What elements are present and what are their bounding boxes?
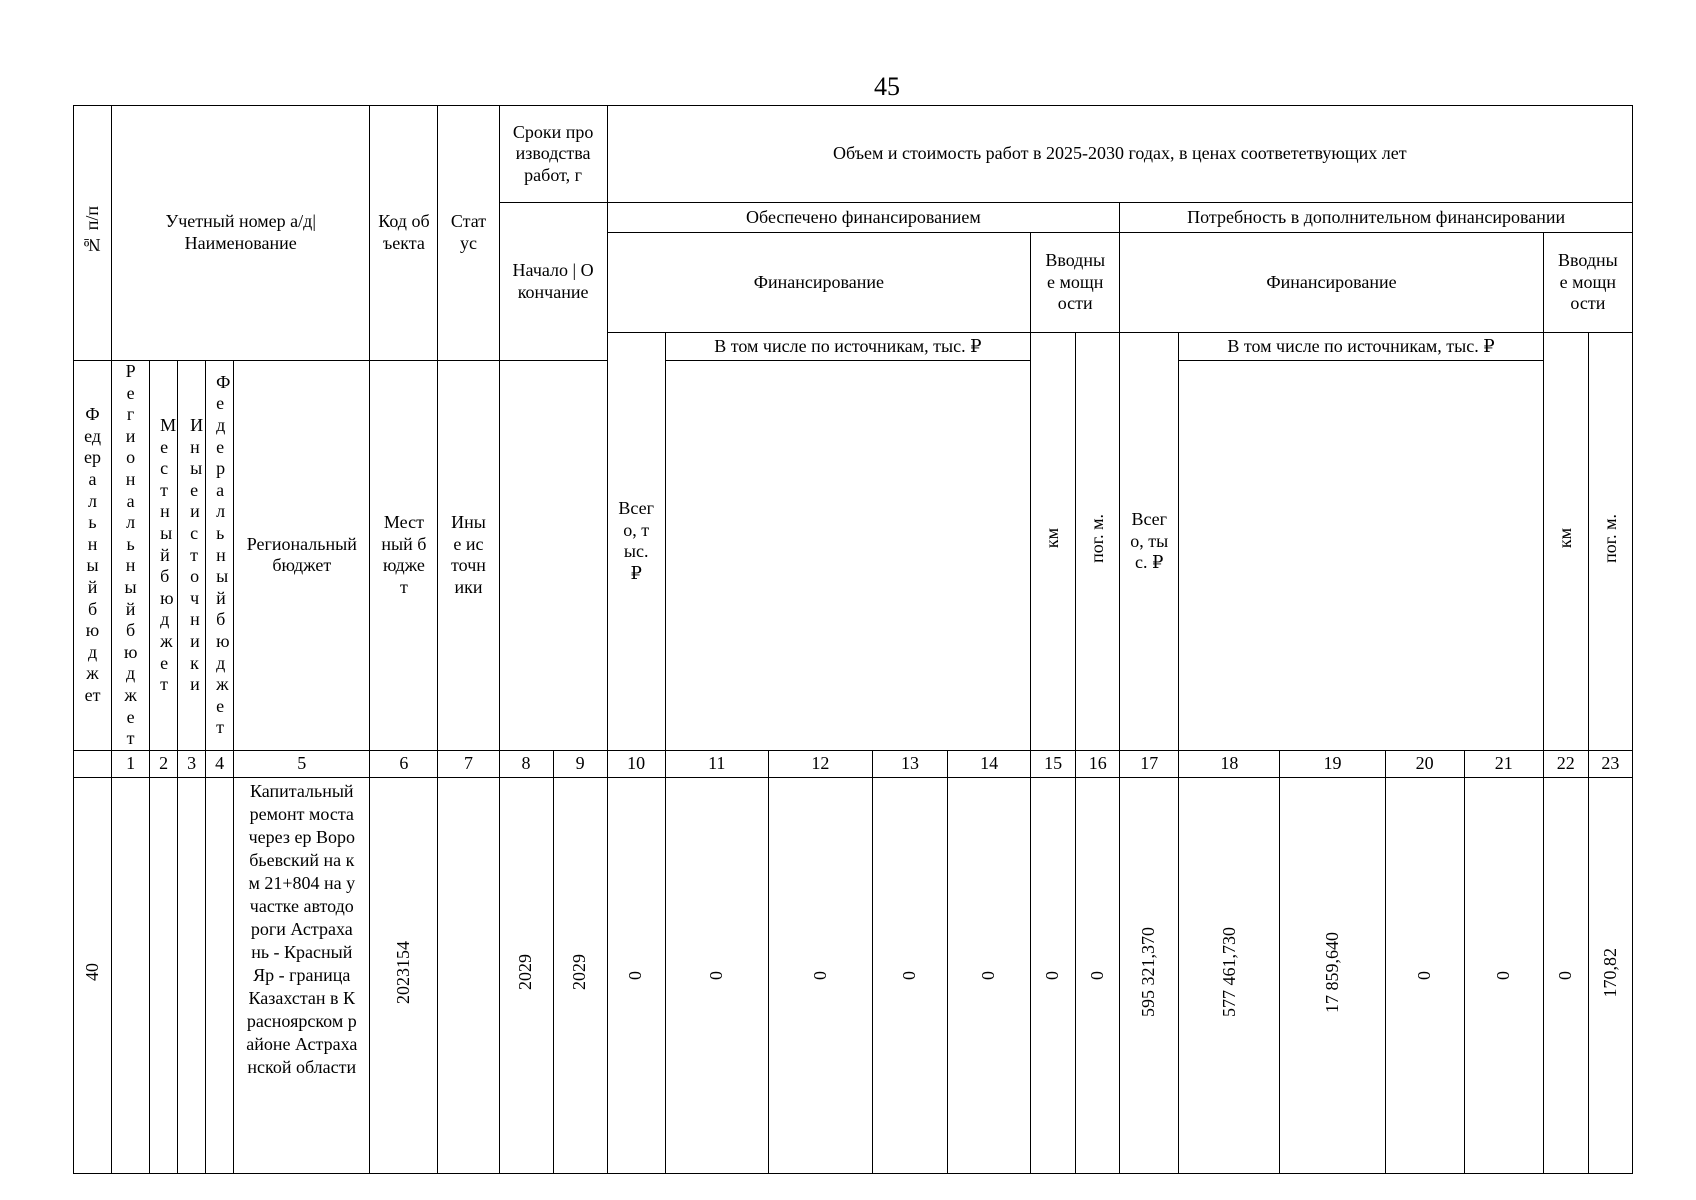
header-local-2-text: Местный бюджет (381, 512, 427, 597)
header-financing-2-text: Финансирование (1266, 271, 1397, 292)
cell-20-text: 0 (1413, 971, 1434, 981)
column-number: 3 (178, 750, 206, 777)
cell-10 (607, 777, 665, 1173)
header-total-1 (607, 333, 665, 751)
cell-20 (1385, 777, 1464, 1173)
cell-10-text: 0 (625, 971, 646, 981)
cell-21-text: 0 (1492, 971, 1513, 981)
cell-11-text: 0 (705, 971, 726, 981)
header-pogm-1 (1076, 333, 1120, 751)
column-number: 13 (872, 750, 947, 777)
header-regional-2-text: Региональный бюджет (246, 533, 357, 576)
column-number: 22 (1543, 750, 1588, 777)
column-number: 16 (1076, 750, 1120, 777)
table-row (74, 777, 1633, 1173)
header-km-2-text: км (1554, 528, 1575, 549)
cell-2 (150, 777, 178, 1173)
header-financing-1 (607, 233, 1031, 333)
header-volume-text: Объем и стоимость работ в 2025-2030 годах, в ценах соответетвующих лет (832, 143, 1407, 164)
cell-18 (1179, 777, 1280, 1173)
cell-18-text: 577 461,730 (1218, 927, 1239, 1018)
cell-12 (768, 777, 872, 1173)
cell-13-text: 0 (899, 971, 920, 981)
header-sources-2-text: В том числе по источникам, тыс. ₽ (1227, 335, 1495, 356)
cell-status (438, 777, 499, 1173)
cell-11 (665, 777, 768, 1173)
cell-num (74, 777, 112, 1173)
header-km-2 (1543, 333, 1588, 751)
cell-21 (1464, 777, 1543, 1173)
cell-3 (178, 777, 206, 1173)
header-status-text: Статус (450, 211, 487, 253)
cell-kod (370, 777, 438, 1173)
cell-end (553, 777, 607, 1173)
cell-22-text: 0 (1554, 971, 1575, 981)
header-local-1 (150, 361, 178, 751)
cell-14 (948, 777, 1031, 1173)
header-kod (370, 106, 438, 361)
column-number: 21 (1464, 750, 1543, 777)
column-number: 10 (607, 750, 665, 777)
header-other-2 (438, 361, 499, 751)
cell-13 (872, 777, 947, 1173)
header-needed (1120, 203, 1633, 233)
column-number: 14 (948, 750, 1031, 777)
cell-12-text: 0 (809, 971, 830, 981)
column-number: 2 (150, 750, 178, 777)
header-needed-text: Потребность в дополнительном финансировании (1187, 206, 1566, 227)
cell-16 (1076, 777, 1120, 1173)
header-start-end (499, 203, 607, 361)
header-sroki (499, 106, 607, 203)
header-federal-1 (74, 361, 112, 751)
column-number: 19 (1280, 750, 1385, 777)
cell-kod-text: 2023154 (393, 940, 414, 1004)
header-sources-2 (1179, 333, 1543, 361)
header-total-2 (1120, 333, 1179, 751)
header-num-text: № п/п (81, 205, 102, 255)
header-capacity-1 (1031, 233, 1120, 333)
cell-19 (1280, 777, 1385, 1173)
header-federal-2-text: Федеральный бюджет (216, 371, 231, 738)
cell-22 (1543, 777, 1588, 1173)
cell-16-text: 0 (1086, 971, 1107, 981)
cell-17 (1120, 777, 1179, 1173)
cell-num-text: 40 (81, 963, 102, 982)
cell-end-text: 2029 (569, 954, 590, 991)
header-total-1-text: Всего, тыс. ₽ (618, 498, 654, 583)
header-regional-1 (112, 361, 150, 751)
header-capacity-2-text: Вводные мощности (1557, 250, 1618, 314)
header-status (438, 106, 499, 361)
column-number: 9 (553, 750, 607, 777)
header-other-1 (178, 361, 206, 751)
header-km-1 (1031, 333, 1076, 751)
cell-name (234, 777, 370, 1173)
column-number: 11 (665, 750, 768, 777)
header-start-end-text: Начало | Окончание (512, 259, 594, 302)
header-local-1-text: Местный бюджет (160, 414, 177, 695)
column-number-blank (74, 750, 112, 777)
header-uchet (112, 106, 370, 361)
header-pogm-2 (1588, 333, 1632, 751)
cell-19-text: 17 859,640 (1321, 931, 1342, 1013)
cell-1 (112, 777, 150, 1173)
cell-23 (1588, 777, 1632, 1173)
column-number: 1 (112, 750, 150, 777)
header-kod-text: Код объекта (378, 211, 430, 253)
header-volume (607, 106, 1632, 203)
header-federal-1-text: Федеральный бюджет (84, 404, 102, 705)
cell-4 (206, 777, 234, 1173)
column-number: 6 (370, 750, 438, 777)
header-local-2 (370, 361, 438, 751)
column-numbers-row (74, 750, 1633, 777)
header-sources-1-text: В том числе по источникам, тыс. ₽ (714, 335, 982, 356)
header-pogm-1-text: пог. м. (1086, 514, 1107, 563)
header-uchet-text: Учетный номер а/д| Наименование (165, 211, 316, 253)
column-number: 17 (1120, 750, 1179, 777)
header-secured (607, 203, 1120, 233)
column-number: 8 (499, 750, 553, 777)
cell-15-text: 0 (1042, 971, 1063, 981)
column-number: 4 (206, 750, 234, 777)
cell-start (499, 777, 553, 1173)
cell-23-text: 170,82 (1599, 947, 1620, 998)
column-number: 12 (768, 750, 872, 777)
header-regional-2 (234, 361, 370, 751)
header-federal-2 (206, 361, 234, 751)
header-sources-1 (665, 333, 1030, 361)
header-num (74, 106, 112, 361)
column-number: 23 (1588, 750, 1632, 777)
page-number: 45 (874, 72, 900, 101)
column-number: 5 (234, 750, 370, 777)
cell-name-text: Капитальный ремонт моста через ер Воробьевский на км 21+804 на участке автодороги Астрахань - Красный Яр - граница Казахстан в Красноярском районе Астраханской области (246, 780, 358, 1078)
header-other-2-text: Иные источники (451, 512, 486, 597)
column-number: 20 (1385, 750, 1464, 777)
header-capacity-2 (1543, 233, 1632, 333)
header-km-1-text: км (1042, 528, 1063, 549)
column-number: 7 (438, 750, 499, 777)
column-number: 18 (1179, 750, 1280, 777)
header-regional-1-text: Региональный бюджет (124, 361, 138, 749)
header-sroki-text: Сроки производства работ, г (512, 121, 594, 185)
header-capacity-1-text: Вводные мощности (1045, 250, 1106, 314)
works-table (73, 105, 1633, 1174)
header-financing-1-text: Финансирование (753, 271, 885, 292)
cell-17-text: 595 321,370 (1138, 927, 1159, 1018)
cell-15 (1031, 777, 1076, 1173)
header-other-1-text: Иные источники (190, 414, 204, 695)
header-total-2-text: Всего, тыс. ₽ (1130, 508, 1169, 573)
cell-start-text: 2029 (515, 954, 536, 991)
header-financing-2 (1120, 233, 1544, 333)
column-number: 15 (1031, 750, 1076, 777)
cell-14-text: 0 (978, 971, 999, 981)
header-secured-text: Обеспечено финансированием (746, 206, 981, 227)
header-pogm-2-text: пог. м. (1599, 514, 1620, 563)
